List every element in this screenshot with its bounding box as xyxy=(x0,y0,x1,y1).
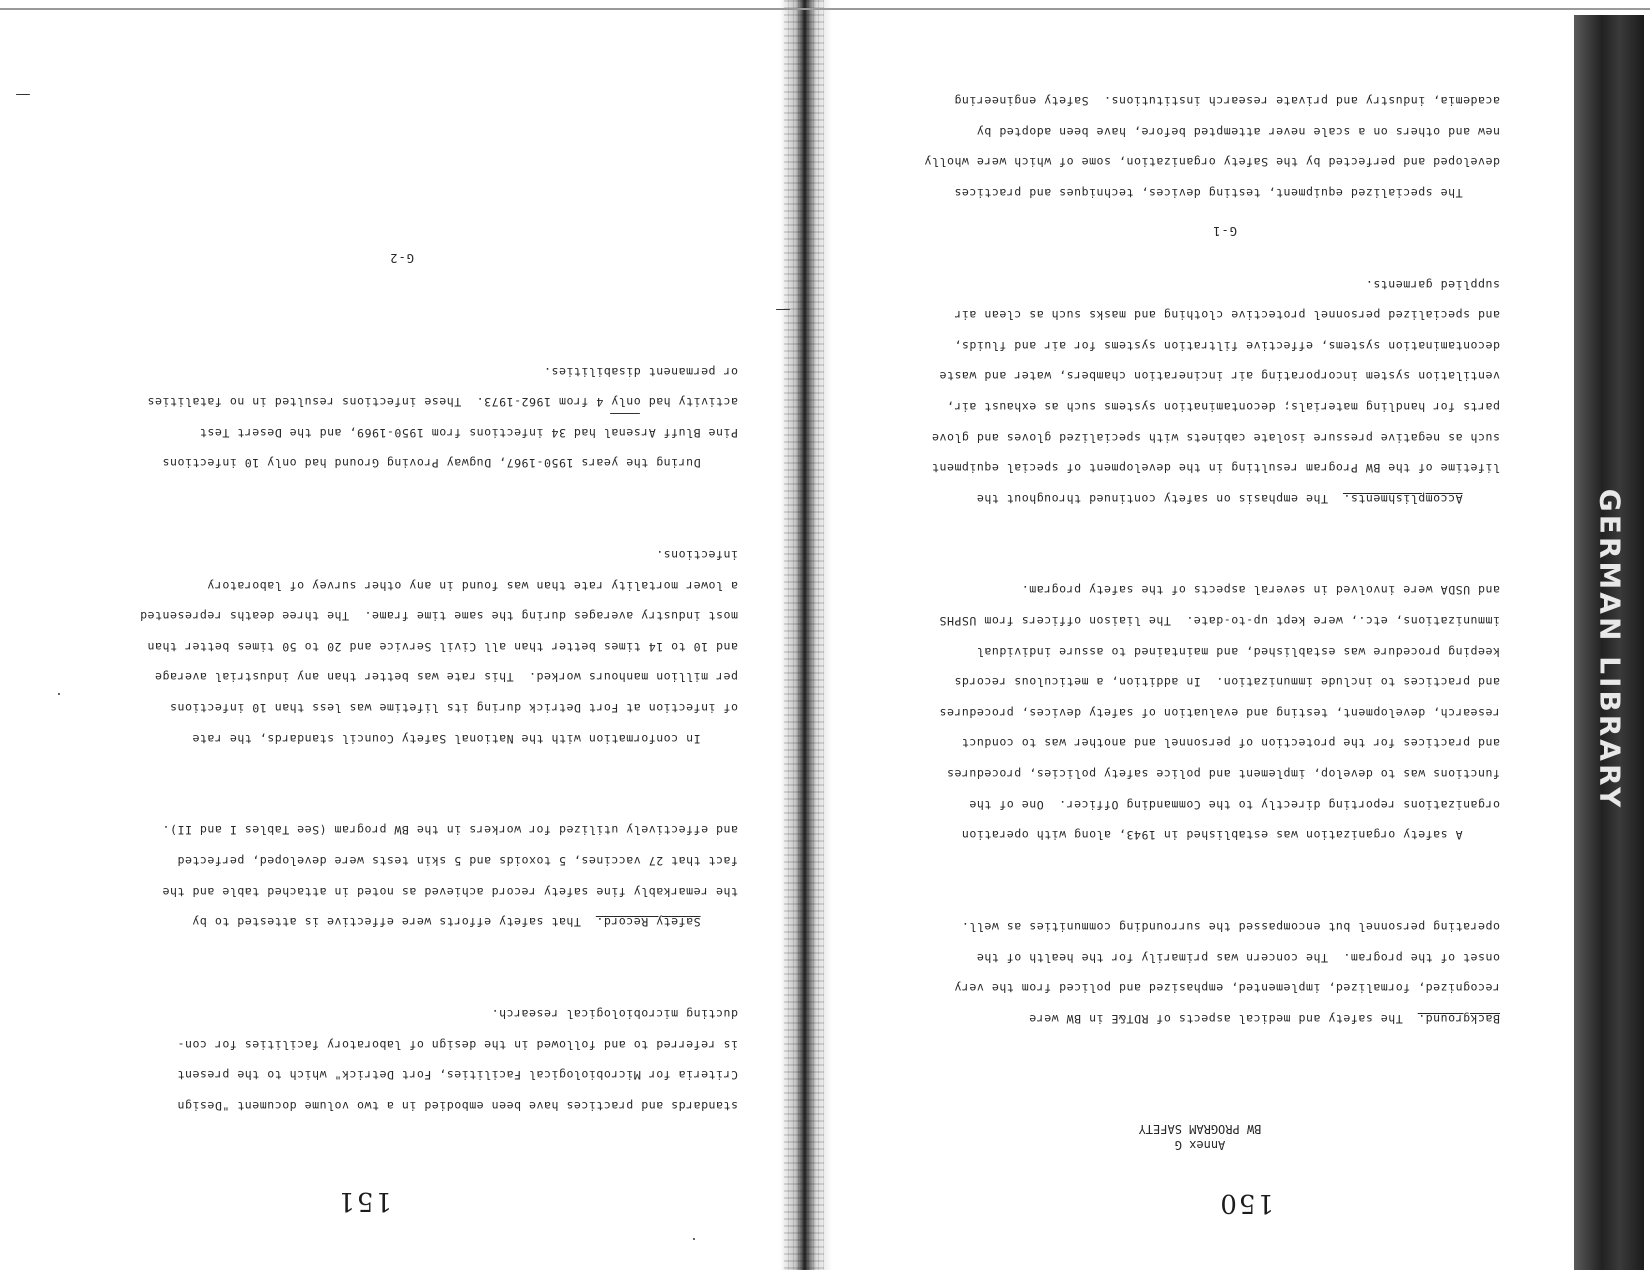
text-line: Pine Bluff Arsenal had 34 infections from 1950-1969, and the Desert Test xyxy=(199,425,738,440)
text-line: and effectively utilized for workers in the BW program (See Tables I and II). xyxy=(162,823,738,838)
paragraph-equipment xyxy=(924,85,1500,207)
text-line: parts for handling materials; decontamination systems such as exhaust air, xyxy=(946,399,1500,414)
page-body xyxy=(140,295,738,1182)
text-line: activity had only 4 from 1962-1973. These infections resulted in no fatalities xyxy=(147,395,738,410)
text-line: lifetime of the BW Program resulting in the development of special equipment xyxy=(931,461,1500,476)
scan-speck xyxy=(610,413,640,414)
text-line: That safety efforts were effective is attested to by xyxy=(191,915,596,930)
scan-edge-rule xyxy=(0,8,1650,10)
text-line: the remarkably fine safety record achieved as noted in attached table and the xyxy=(162,884,738,899)
paragraph-other-sites xyxy=(140,356,738,478)
text-line: organizations reporting directly to the Commanding Officer. One of the xyxy=(968,797,1500,812)
text-line: most industry averages during the same time frame. The three deaths represented xyxy=(139,609,738,624)
paragraph-safety-record xyxy=(140,815,738,937)
scan-speck xyxy=(58,693,60,695)
page-footer-code: G-2 xyxy=(389,251,414,265)
text-line: fact that 27 vaccines, 5 toxoids and 5 skin tests were developed, perfected xyxy=(176,854,738,869)
text-line: decontamination systems, effective filtration systems for air and fluids, xyxy=(953,338,1500,353)
text-line: a lower mortality rate than was found in any other survey of laboratory xyxy=(206,578,738,593)
text-line: new and others on a scale never attempted before, have been adopted by xyxy=(976,124,1500,139)
text-line: immunizations, etc., were kept up-to-date. The liaison officers from USPHS xyxy=(938,614,1500,629)
annex-subtitle: BW PROGRAM SAFETY xyxy=(1138,1122,1262,1136)
text-line: ventilation system incorporating air incineration chambers, water and waste xyxy=(938,369,1500,384)
paragraph-heading: Background. xyxy=(1417,1011,1500,1026)
text-line: recognized, formalized, implemented, emphasized and policed from the very xyxy=(953,981,1500,996)
text-line: The specialized equipment, testing devices, techniques and practices xyxy=(953,185,1500,200)
page-150 xyxy=(800,0,1650,1270)
text-line: such as negative pressure isolate cabinets with specialized gloves and glove xyxy=(931,430,1500,445)
text-line: ducting microbiological research. xyxy=(491,1007,738,1022)
text-line: is referred to and followed in the design of laboratory facilities for con- xyxy=(176,1037,738,1052)
page-number: 151 xyxy=(336,1186,392,1216)
text-line: and specialized personnel protective clothing and masks such as clean air xyxy=(953,308,1500,323)
paragraph-heading: Accomplishments. xyxy=(1342,491,1463,506)
text-line: research, development, testing and evaluation of safety devices, procedures xyxy=(938,705,1500,720)
paragraph-heading: Safety Record. xyxy=(595,915,701,930)
text-line: standards and practices have been embodied in a two volume document "Design xyxy=(176,1098,738,1113)
scan-speck xyxy=(16,94,30,95)
text-line: keeping procedure was established, and maintained to assure individual xyxy=(976,644,1500,659)
text-line xyxy=(1463,492,1500,506)
text-line: supplied garments. xyxy=(1365,277,1500,292)
text-line: developed and perfected by the Safety organization, some of which were wholly xyxy=(924,155,1500,170)
text-line: and 10 to 14 times better than all Civil Service and 20 to 50 times better than xyxy=(147,639,738,654)
text-line: of infection at Fort Detrick during its lifetime was less than 10 infections xyxy=(169,701,738,716)
text-line: and practices to include immunization. In addition, a meticulous records xyxy=(953,675,1500,690)
text-line: functions was to develop, implement and police safety policies, procedures xyxy=(946,767,1500,782)
scan-speck xyxy=(693,1238,695,1240)
paragraph-accomplishments xyxy=(924,269,1500,514)
text-line: per million manhours worked. This rate was better than any industrial average xyxy=(154,670,738,685)
paragraph-standards xyxy=(140,998,738,1120)
text-line: The emphasis on safety continued throughout the xyxy=(976,491,1343,506)
text-line: Criteria for Microbiological Facilities, Fort Detrick" which to the present xyxy=(176,1068,738,1083)
text-line: and USDA were involved in several aspects of the safety program. xyxy=(1021,583,1500,598)
page-number: 150 xyxy=(1218,1188,1274,1218)
text-line: During the years 1950-1967, Dugway Proving Ground had only 10 infections xyxy=(162,456,738,471)
paragraph-infection-rate xyxy=(140,540,738,754)
text-line: In conformation with the National Safety Council standards, the rate xyxy=(191,731,738,746)
paragraph-organization xyxy=(924,575,1500,850)
text-line xyxy=(701,915,738,929)
page-151 xyxy=(0,0,800,1270)
text-line: and practices for the protection of personnel and another was to conduct xyxy=(961,736,1500,751)
library-stamp-text: GERMAN LIBRARY xyxy=(1593,489,1627,811)
page-body xyxy=(924,24,1500,1095)
text-line: onset of the program. The concern was primarily for the health of the xyxy=(976,950,1500,965)
text-line: A safety organization was established in 1943, along with operation xyxy=(961,828,1500,843)
text-line: infections. xyxy=(655,548,738,563)
text-line: academia, industry and private research institutions. Safety engineering xyxy=(953,94,1500,108)
paragraph-background xyxy=(924,911,1500,1033)
text-line: or permanent disabilities. xyxy=(543,364,738,379)
text-line: The safety and medical aspects of RDT&E in BW were xyxy=(1028,1011,1418,1026)
page-footer-code: G-1 xyxy=(1212,224,1237,238)
text-line: operating personnel but encompassed the surrounding communities as well. xyxy=(961,920,1500,935)
annex-title: Annex G xyxy=(1174,1138,1226,1152)
scan-speck xyxy=(776,309,790,310)
